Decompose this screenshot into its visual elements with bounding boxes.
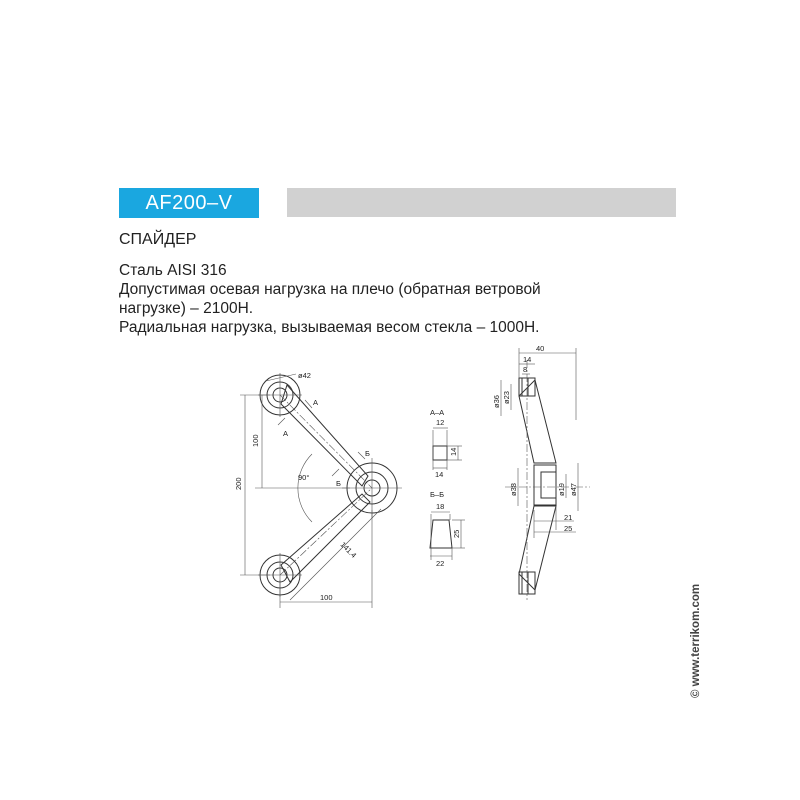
dim-side-d19: ø19 — [557, 483, 566, 496]
dim-a-12: 12 — [436, 418, 445, 427]
spec-material: Сталь AISI 316 — [119, 262, 227, 279]
dim-a-14-vert: 14 — [449, 447, 458, 456]
dim-b-25: 25 — [452, 529, 461, 538]
spider-plan-view — [234, 371, 402, 608]
dim-b-22: 22 — [436, 559, 445, 568]
dim-a-14: 14 — [435, 470, 444, 479]
dim-100-vertical: 100 — [251, 434, 260, 447]
angle-label: 90° — [298, 473, 310, 482]
section-b-title: Б–Б — [430, 490, 445, 499]
dim-side-25: 25 — [564, 524, 573, 533]
dim-141-4: 141.4 — [338, 540, 359, 560]
dim-200: 200 — [234, 477, 243, 490]
dim-100-horizontal: 100 — [320, 593, 333, 602]
spec-axial-load: Допустимая осевая нагрузка на плечо (обратная ветровой — [119, 281, 541, 298]
section-a-a — [430, 408, 462, 479]
dim-side-8: 8 — [523, 365, 528, 374]
dim-side-40: 40 — [536, 344, 545, 353]
section-b-b — [430, 490, 465, 568]
spider-side-view — [492, 344, 590, 600]
section-mark-a1: A — [313, 398, 319, 407]
dim-b-18: 18 — [436, 502, 445, 511]
product-name: СПАЙДЕР — [119, 231, 197, 248]
section-mark-b2: Б — [336, 479, 341, 488]
spec-radial-load: Радиальная нагрузка, вызываемая весом стекла – 1000Н. — [119, 319, 540, 336]
dim-side-14: 14 — [523, 355, 532, 364]
watermark: © www.terrikom.com — [690, 583, 702, 698]
section-mark-a2: A — [283, 429, 289, 438]
dim-d42: ø42 — [298, 371, 311, 380]
section-mark-b1: Б — [365, 449, 370, 458]
dim-side-d23: ø23 — [502, 391, 511, 404]
dim-side-d36: ø36 — [492, 395, 501, 408]
product-code-badge: AF200–V — [119, 188, 259, 218]
dim-side-d47: ø47 — [569, 483, 578, 496]
dim-side-21: 21 — [564, 513, 573, 522]
section-a-title: А–А — [430, 408, 445, 417]
dim-side-d38: ø38 — [509, 483, 518, 496]
spec-axial-load-cont: нагрузке) – 2100Н. — [119, 300, 254, 317]
